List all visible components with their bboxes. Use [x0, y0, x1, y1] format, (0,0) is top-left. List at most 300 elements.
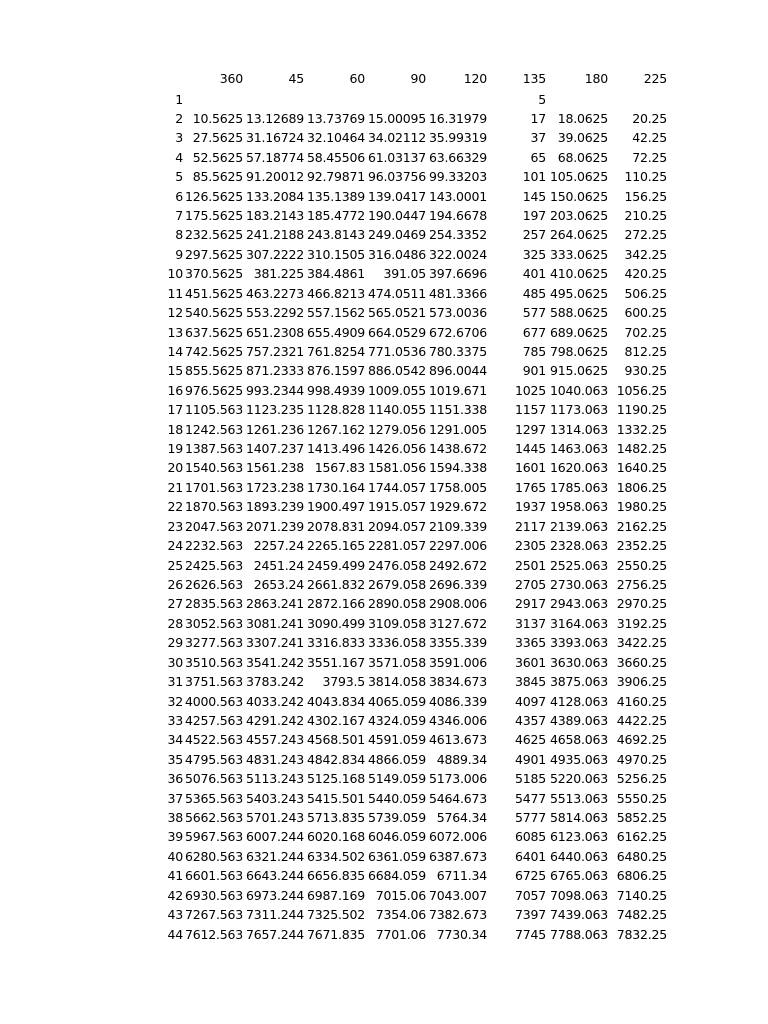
table-cell: 6725 — [514, 868, 546, 884]
table-cell: 7730.34 — [436, 926, 487, 942]
table-cell: 1413.496 — [306, 441, 365, 457]
table-row — [0, 497, 768, 516]
table-cell: 4043.834 — [306, 693, 365, 709]
table-cell: 1744.057 — [367, 479, 426, 495]
table-cell: 4357 — [514, 712, 546, 728]
table-cell: 5125.168 — [306, 771, 365, 787]
table-cell: 1387.563 — [184, 441, 243, 457]
table-cell: 96.03756 — [367, 169, 426, 185]
table-row — [0, 517, 768, 536]
table-cell: 381.225 — [253, 266, 304, 282]
table-row — [0, 653, 768, 672]
table-cell: 2139.063 — [549, 518, 608, 534]
table-cell: 2908.006 — [428, 596, 487, 612]
table-cell: 5220.063 — [549, 771, 608, 787]
table-cell: 4160.25 — [616, 693, 667, 709]
row-number: 28 — [167, 615, 183, 631]
table-cell: 6930.563 — [184, 887, 243, 903]
row-number: 32 — [167, 693, 183, 709]
table-cell: 4302.167 — [306, 712, 365, 728]
table-cell: 1958.063 — [549, 499, 608, 515]
table-cell: 5113.243 — [245, 771, 304, 787]
table-cell: 333.0625 — [549, 246, 608, 262]
table-row — [0, 711, 768, 730]
table-cell: 4842.834 — [306, 751, 365, 767]
row-number: 42 — [167, 887, 183, 903]
row-number: 34 — [167, 732, 183, 748]
table-cell: 72.25 — [632, 149, 667, 165]
table-cell: 1620.063 — [549, 460, 608, 476]
table-cell — [305, 90, 365, 109]
table-cell: 4692.25 — [616, 732, 667, 748]
table-cell: 3551.167 — [306, 654, 365, 670]
table-cell: 651.2308 — [245, 324, 304, 340]
table-cell — [427, 90, 487, 109]
table-cell: 876.1597 — [306, 363, 365, 379]
table-cell: 2232.563 — [184, 538, 243, 554]
table-cell: 506.25 — [624, 285, 667, 301]
table-cell: 6401 — [514, 848, 546, 864]
table-cell: 92.79871 — [306, 169, 365, 185]
table-cell: 812.25 — [624, 343, 667, 359]
table-cell: 39.0625 — [557, 130, 608, 146]
row-number: 15 — [167, 363, 183, 379]
table-cell: 2626.563 — [184, 577, 243, 592]
table-cell: 18.0625 — [557, 110, 608, 126]
table-cell: 2943.063 — [549, 596, 608, 612]
table-cell: 1009.055 — [367, 382, 426, 398]
table-cell: 1279.056 — [367, 421, 426, 437]
table-cell: 1157 — [514, 402, 546, 418]
table-cell: 4128.063 — [549, 693, 608, 709]
table-cell: 6007.244 — [245, 829, 304, 845]
table-cell: 7325.502 — [306, 907, 365, 923]
table-cell: 20.25 — [632, 110, 667, 126]
table-cell: 3090.499 — [306, 615, 365, 631]
table-cell: 1025 — [514, 382, 546, 398]
table-cell: 474.0511 — [367, 285, 426, 301]
table-cell: 194.6678 — [428, 208, 487, 224]
table-cell: 655.4909 — [306, 324, 365, 340]
table-cell: 6973.244 — [245, 887, 304, 903]
table-cell: 976.5625 — [184, 382, 243, 398]
table-cell: 6387.673 — [428, 848, 487, 864]
table-cell: 557.1562 — [306, 305, 365, 321]
table-row — [0, 148, 768, 167]
table-cell: 3307.241 — [245, 635, 304, 651]
table-cell: 4291.242 — [245, 712, 304, 728]
table-cell: 110.25 — [624, 169, 667, 185]
table-cell: 52.5625 — [192, 149, 243, 165]
table-cell: 4557.243 — [245, 732, 304, 748]
table-cell: 310.1505 — [306, 246, 365, 262]
table-row — [0, 536, 768, 555]
table-cell: 34.02112 — [367, 130, 426, 146]
table-cell: 322.0024 — [428, 246, 487, 262]
table-cell: 384.4861 — [306, 266, 365, 282]
table-cell: 4831.243 — [245, 751, 304, 767]
row-number: 5 — [175, 169, 183, 185]
table-row — [0, 420, 768, 439]
table-cell: 1267.162 — [306, 421, 365, 437]
row-number: 35 — [167, 751, 183, 767]
table-cell: 3164.063 — [549, 615, 608, 631]
table-cell: 1482.25 — [616, 441, 667, 457]
table-cell: 420.25 — [624, 266, 667, 282]
table-row — [0, 847, 768, 866]
table-cell: 6162.25 — [616, 829, 667, 845]
table-cell: 1900.497 — [306, 499, 365, 515]
table-cell: 1540.563 — [184, 460, 243, 476]
table-cell: 600.25 — [624, 305, 667, 321]
table-cell: 1785.063 — [549, 479, 608, 495]
table-cell: 588.0625 — [549, 305, 608, 321]
table-cell: 2451.24 — [253, 557, 304, 573]
table-cell: 2425.563 — [184, 557, 243, 573]
table-cell: 1332.25 — [616, 421, 667, 437]
table-cell: 2661.832 — [306, 577, 365, 592]
table-cell: 463.2273 — [245, 285, 304, 301]
row-number: 9 — [175, 246, 183, 262]
table-cell: 871.2333 — [245, 363, 304, 379]
table-cell: 1893.239 — [245, 499, 304, 515]
table-cell: 2117 — [514, 518, 546, 534]
table-cell: 7140.25 — [616, 887, 667, 903]
table-cell: 2872.166 — [306, 596, 365, 612]
table-cell: 5 — [538, 91, 546, 107]
table-cell: 2281.057 — [367, 538, 426, 554]
table-cell: 6601.563 — [184, 868, 243, 884]
row-number: 16 — [167, 382, 183, 398]
table-cell: 2970.25 — [616, 596, 667, 612]
table-cell: 3510.563 — [184, 654, 243, 670]
table-cell: 1806.25 — [616, 479, 667, 495]
table-cell: 410.0625 — [549, 266, 608, 282]
row-number: 43 — [167, 907, 183, 923]
table-cell: 2265.165 — [306, 538, 365, 554]
table-cell: 7671.835 — [306, 926, 365, 942]
table-cell: 3422.25 — [616, 635, 667, 651]
table-cell: 6046.059 — [367, 829, 426, 845]
table-cell: 1723.238 — [245, 479, 304, 495]
table-row — [0, 866, 768, 885]
row-number: 36 — [167, 771, 183, 787]
row-number: 1 — [175, 91, 183, 107]
table-cell: 785 — [522, 343, 546, 359]
table-row — [0, 128, 768, 147]
table-cell — [244, 90, 304, 109]
row-number: 26 — [167, 577, 183, 592]
table-cell: 1123.235 — [245, 402, 304, 418]
table-cell: 1594.338 — [428, 460, 487, 476]
table-row — [0, 303, 768, 322]
table-cell: 5764.34 — [436, 810, 487, 826]
table-cell: 3127.672 — [428, 615, 487, 631]
table-cell: 65 — [530, 149, 546, 165]
table-cell: 2917 — [514, 596, 546, 612]
table-row — [0, 614, 768, 633]
table-cell: 4257.563 — [184, 712, 243, 728]
table-cell: 57.18774 — [245, 149, 304, 165]
table-cell: 16.31979 — [428, 110, 487, 126]
table-cell: 307.2222 — [245, 246, 304, 262]
table-cell: 3783.242 — [245, 674, 304, 690]
table-cell: 3355.339 — [428, 635, 487, 651]
table-cell: 133.2084 — [245, 188, 304, 204]
table-cell: 2890.058 — [367, 596, 426, 612]
row-number: 40 — [167, 848, 183, 864]
table-cell: 7043.007 — [428, 887, 487, 903]
table-cell: 2257.24 — [253, 538, 304, 554]
row-number: 20 — [167, 460, 183, 476]
table-cell: 4522.563 — [184, 732, 243, 748]
table-cell: 6643.244 — [245, 868, 304, 884]
table-cell: 3081.241 — [245, 615, 304, 631]
table-cell: 1242.563 — [184, 421, 243, 437]
table-cell: 17 — [530, 110, 546, 126]
row-number: 27 — [167, 596, 183, 612]
table-cell: 297.5625 — [184, 246, 243, 262]
table-cell: 3541.242 — [245, 654, 304, 670]
table-cell: 6280.563 — [184, 848, 243, 864]
table-cell: 5852.25 — [616, 810, 667, 826]
table-cell: 742.5625 — [184, 343, 243, 359]
table-cell: 99.33203 — [428, 169, 487, 185]
column-header: 180 — [584, 71, 608, 86]
table-cell: 254.3352 — [428, 227, 487, 243]
table-cell: 3052.563 — [184, 615, 243, 631]
row-number: 12 — [167, 305, 183, 321]
table-cell: 761.8254 — [306, 343, 365, 359]
table-cell: 32.10464 — [306, 130, 365, 146]
table-cell: 2679.058 — [367, 577, 426, 592]
table-cell: 3660.25 — [616, 654, 667, 670]
table-cell: 3192.25 — [616, 615, 667, 631]
table-cell: 1567.83 — [314, 460, 365, 476]
table-cell: 6684.059 — [367, 868, 426, 884]
table-cell: 391.05 — [383, 266, 426, 282]
column-header: 360 — [219, 71, 243, 86]
table-cell: 4591.059 — [367, 732, 426, 748]
table-cell: 203.0625 — [549, 208, 608, 224]
table-cell: 2476.058 — [367, 557, 426, 573]
table-cell: 3834.673 — [428, 674, 487, 690]
table-cell: 1173.063 — [549, 402, 608, 418]
table-cell: 689.0625 — [549, 324, 608, 340]
table-cell: 2352.25 — [616, 538, 667, 554]
table-cell: 3814.058 — [367, 674, 426, 690]
table-cell: 6806.25 — [616, 868, 667, 884]
table-cell: 7788.063 — [549, 926, 608, 942]
row-number: 41 — [167, 868, 183, 884]
table-cell: 1765 — [514, 479, 546, 495]
table-cell: 3316.833 — [306, 635, 365, 651]
row-number: 38 — [167, 810, 183, 826]
table-cell: 2501 — [514, 557, 546, 573]
table-cell: 3751.563 — [184, 674, 243, 690]
table-cell: 6987.169 — [306, 887, 365, 903]
table-row — [0, 225, 768, 244]
table-cell: 4866.059 — [367, 751, 426, 767]
table-cell: 1438.672 — [428, 441, 487, 457]
table-cell: 5403.243 — [245, 790, 304, 806]
table-cell: 855.5625 — [184, 363, 243, 379]
table-cell: 5701.243 — [245, 810, 304, 826]
row-number: 31 — [167, 674, 183, 690]
table-cell: 998.4939 — [306, 382, 365, 398]
table-cell: 3591.006 — [428, 654, 487, 670]
table-row — [0, 109, 768, 128]
table-cell: 672.6706 — [428, 324, 487, 340]
table-cell: 61.03137 — [367, 149, 426, 165]
table-cell: 370.5625 — [184, 266, 243, 282]
table-row — [0, 458, 768, 477]
table-cell: 466.8213 — [306, 285, 365, 301]
table-cell: 930.25 — [624, 363, 667, 379]
table-cell: 886.0542 — [367, 363, 426, 379]
table-cell: 3793.5 — [322, 674, 365, 690]
table-cell: 7745 — [514, 926, 546, 942]
table-cell: 3109.058 — [367, 615, 426, 631]
table-cell — [548, 90, 608, 109]
table-cell: 577 — [522, 305, 546, 321]
table-cell: 2756.25 — [616, 577, 667, 592]
table-row — [0, 594, 768, 613]
table-cell: 6334.502 — [306, 848, 365, 864]
table-cell: 63.66329 — [428, 149, 487, 165]
table-cell: 1291.005 — [428, 421, 487, 437]
table-row — [0, 439, 768, 458]
table-cell: 540.5625 — [184, 305, 243, 321]
row-number: 6 — [175, 188, 183, 204]
table-cell: 1445 — [514, 441, 546, 457]
table-cell: 6440.063 — [549, 848, 608, 864]
table-cell: 1261.236 — [245, 421, 304, 437]
table-cell: 4033.242 — [245, 693, 304, 709]
table-cell: 1056.25 — [616, 382, 667, 398]
table-cell: 126.5625 — [184, 188, 243, 204]
table-row — [0, 342, 768, 361]
table-cell: 1758.005 — [428, 479, 487, 495]
table-cell: 4086.339 — [428, 693, 487, 709]
table-cell: 1937 — [514, 499, 546, 515]
table-cell: 1407.237 — [245, 441, 304, 457]
table-cell: 5256.25 — [616, 771, 667, 787]
table-cell: 143.0001 — [428, 188, 487, 204]
table-cell: 5477 — [514, 790, 546, 806]
table-cell: 7657.244 — [245, 926, 304, 942]
table-row — [0, 284, 768, 303]
table-cell: 1314.063 — [549, 421, 608, 437]
table-cell: 4422.25 — [616, 712, 667, 728]
row-number: 10 — [167, 266, 183, 282]
table-cell: 58.45506 — [306, 149, 365, 165]
table-cell: 7057 — [514, 887, 546, 903]
row-number: 8 — [175, 227, 183, 243]
table-cell: 2550.25 — [616, 557, 667, 573]
table-cell: 7439.063 — [549, 907, 608, 923]
table-cell: 1105.563 — [184, 402, 243, 418]
table-cell: 37 — [530, 130, 546, 146]
table-cell: 4346.006 — [428, 712, 487, 728]
table-cell: 401 — [522, 266, 546, 282]
table-cell: 573.0036 — [428, 305, 487, 321]
table-cell: 2047.563 — [184, 518, 243, 534]
table-cell: 68.0625 — [557, 149, 608, 165]
table-cell: 3571.058 — [367, 654, 426, 670]
table-row — [0, 264, 768, 283]
table-cell: 7382.673 — [428, 907, 487, 923]
table-cell: 15.00095 — [367, 110, 426, 126]
table-cell: 241.2188 — [245, 227, 304, 243]
table-cell: 135.1389 — [306, 188, 365, 204]
table-cell: 5713.835 — [306, 810, 365, 826]
table-row — [0, 827, 768, 846]
table-cell: 264.0625 — [549, 227, 608, 243]
table-cell: 7311.244 — [245, 907, 304, 923]
table-cell: 637.5625 — [184, 324, 243, 340]
row-number: 3 — [175, 130, 183, 146]
table-cell: 451.5625 — [184, 285, 243, 301]
table-cell: 5149.059 — [367, 771, 426, 787]
table-row — [0, 925, 768, 944]
table-cell — [183, 90, 243, 109]
table-cell: 896.0044 — [428, 363, 487, 379]
table-cell: 183.2143 — [245, 208, 304, 224]
table-row — [0, 769, 768, 788]
column-header: 120 — [463, 71, 487, 86]
table-row — [0, 400, 768, 419]
table-cell: 1870.563 — [184, 499, 243, 515]
table-cell: 2078.831 — [306, 518, 365, 534]
table-cell: 7701.06 — [375, 926, 426, 942]
table-cell: 232.5625 — [184, 227, 243, 243]
row-number: 17 — [167, 402, 183, 418]
table-cell: 7482.25 — [616, 907, 667, 923]
table-cell: 5440.059 — [367, 790, 426, 806]
table-cell: 185.4772 — [306, 208, 365, 224]
table-row — [0, 187, 768, 206]
table-row — [0, 323, 768, 342]
table-cell: 7098.063 — [549, 887, 608, 903]
table-cell: 5185 — [514, 771, 546, 787]
table-cell: 325 — [522, 246, 546, 262]
table-cell: 3393.063 — [549, 635, 608, 651]
table-cell: 156.25 — [624, 188, 667, 204]
table-cell: 677 — [522, 324, 546, 340]
table-cell: 2863.241 — [245, 596, 304, 612]
table-row — [0, 692, 768, 711]
table-cell: 481.3366 — [428, 285, 487, 301]
table-cell: 5777 — [514, 810, 546, 826]
row-number: 23 — [167, 518, 183, 534]
table-cell: 2162.25 — [616, 518, 667, 534]
table-row — [0, 750, 768, 769]
table-cell: 3875.063 — [549, 674, 608, 690]
table-row — [0, 672, 768, 691]
table-cell: 7612.563 — [184, 926, 243, 942]
table-cell: 1640.25 — [616, 460, 667, 476]
table-cell: 5513.063 — [549, 790, 608, 806]
table-cell: 10.5625 — [192, 110, 243, 126]
table-cell: 4970.25 — [616, 751, 667, 767]
table-cell: 6711.34 — [436, 868, 487, 884]
table-cell: 13.12689 — [245, 110, 304, 126]
table-cell: 2525.063 — [549, 557, 608, 573]
table-cell: 1140.055 — [367, 402, 426, 418]
table-cell: 1929.672 — [428, 499, 487, 515]
table-cell: 2328.063 — [549, 538, 608, 554]
